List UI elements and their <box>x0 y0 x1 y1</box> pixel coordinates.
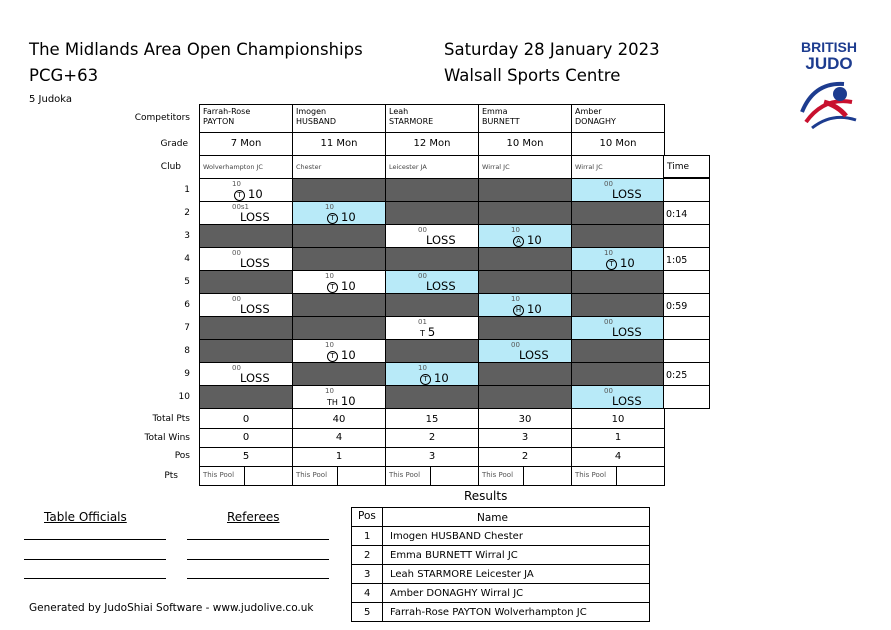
bout-score: 10 <box>232 180 241 188</box>
results-name-cell <box>382 545 650 565</box>
total-points: 0 <box>242 414 250 425</box>
bout-result <box>426 233 456 247</box>
results-name-cell <box>382 526 650 546</box>
bout-result <box>234 187 263 201</box>
results-name: Farrah-Rose PAYTON Wolverhampton JC <box>390 607 587 618</box>
bout-result <box>327 394 356 408</box>
bout-time-cell <box>663 339 710 363</box>
technique-icon: T <box>327 351 338 362</box>
bout-result-value: LOSS <box>240 371 270 385</box>
competitor-name-cell <box>292 104 386 133</box>
total-points-cell <box>199 408 293 429</box>
footer-credit: Generated by JudoShiai Software - www.judolive.co.uk <box>29 602 314 614</box>
results-name-cell <box>382 602 650 622</box>
results-pos: 2 <box>364 550 371 561</box>
bout-result-value: LOSS <box>612 187 642 201</box>
total-wins: 4 <box>335 432 343 443</box>
results-pos: 3 <box>364 569 371 580</box>
empty-bout-cell <box>385 201 479 225</box>
loss-result-cell[interactable] <box>199 362 293 386</box>
empty-bout-cell <box>478 385 572 409</box>
bout-result <box>513 302 542 316</box>
loss-result-cell[interactable] <box>478 339 572 363</box>
win-result-cell[interactable] <box>292 385 386 409</box>
results-pos-cell <box>351 526 383 546</box>
bout-result-value: 10 <box>341 210 356 224</box>
win-result-cell[interactable] <box>478 224 572 248</box>
bout-score: 10 <box>511 295 520 303</box>
bout-score: 10 <box>418 364 427 372</box>
bout-result-value: 10 <box>434 371 449 385</box>
results-title: Results <box>464 489 508 503</box>
empty-bout-cell <box>385 385 479 409</box>
total-points-cell <box>385 408 479 429</box>
empty-bout-cell <box>199 224 293 248</box>
loss-result-cell[interactable] <box>385 224 479 248</box>
event-date: Saturday 28 January 2023 <box>444 40 660 59</box>
bout-result <box>327 279 356 293</box>
empty-bout-cell <box>199 385 293 409</box>
total-wins: 3 <box>521 432 529 443</box>
win-result-cell[interactable] <box>385 316 479 340</box>
bout-result <box>240 210 270 224</box>
total-wins-cell <box>571 428 665 448</box>
competitor-first-name: Amber <box>575 107 602 116</box>
win-result-cell[interactable] <box>292 270 386 294</box>
bout-result-value: 5 <box>427 325 436 339</box>
grade-cell <box>292 132 386 156</box>
total-wins: 0 <box>242 432 250 443</box>
bout-result-value: LOSS <box>426 233 456 247</box>
bout-score: 00 <box>232 295 241 303</box>
results-pos-cell <box>351 583 383 603</box>
empty-bout-cell <box>385 293 479 317</box>
empty-bout-cell <box>571 224 665 248</box>
competitor-club: Wolverhampton JC <box>203 163 263 171</box>
pool-points-cell <box>385 466 431 486</box>
grade-label: Grade <box>160 139 188 149</box>
results-name-cell <box>382 583 650 603</box>
total-points: 30 <box>518 414 532 425</box>
bout-result-value: LOSS <box>519 348 549 362</box>
bout-score: 00 <box>232 364 241 372</box>
bout-score: 00 <box>604 318 613 326</box>
results-name: Imogen HUSBAND Chester <box>390 531 523 542</box>
technique-icon: T <box>420 329 425 338</box>
competitor-grade: 11 Mon <box>320 138 358 149</box>
competitor-first-name: Farrah-Rose <box>203 107 251 116</box>
bout-result-value: 10 <box>341 348 356 362</box>
bout-score: 00 <box>418 272 427 280</box>
bout-score: 00 <box>511 341 520 349</box>
bout-score: 10 <box>325 387 334 395</box>
judo-figure-icon <box>794 72 864 132</box>
bout-number: 3 <box>184 231 190 241</box>
bout-time: 0:25 <box>666 370 688 381</box>
results-name-header-cell <box>382 507 650 527</box>
empty-bout-cell <box>571 270 665 294</box>
total-wins: 1 <box>614 432 622 443</box>
bout-result-value: 10 <box>620 256 635 270</box>
competitor-name <box>389 107 433 126</box>
this-pool-label: This Pool <box>575 471 607 479</box>
loss-result-cell[interactable] <box>199 201 293 225</box>
bout-result <box>612 325 642 339</box>
results-pos: 5 <box>364 607 371 618</box>
position: 5 <box>242 451 250 462</box>
official-signature-line[interactable] <box>24 559 166 560</box>
table-officials-label: Table Officials <box>44 510 127 524</box>
bout-result <box>327 348 356 362</box>
technique-icon: TH <box>327 398 338 407</box>
bout-time: 1:05 <box>666 255 688 266</box>
club-cell <box>571 155 665 179</box>
pool-points-value-cell[interactable] <box>523 466 572 486</box>
competitor-last-name: HUSBAND <box>296 116 337 126</box>
technique-icon: T <box>420 374 431 385</box>
pool-points-cell <box>292 466 338 486</box>
position-cell <box>292 447 386 467</box>
total-points: 15 <box>425 414 439 425</box>
bout-score: 10 <box>511 226 520 234</box>
bout-score: 00s1 <box>232 203 250 211</box>
technique-icon: T <box>606 259 617 270</box>
technique-icon: T <box>327 213 338 224</box>
competitor-club: Wirral JC <box>575 163 603 171</box>
bout-number: 1 <box>184 185 190 195</box>
bout-result-value: 10 <box>527 233 542 247</box>
bout-result-value: LOSS <box>426 279 456 293</box>
empty-bout-cell <box>571 201 665 225</box>
competitor-club: Leicester JA <box>389 163 427 171</box>
competitor-last-name: BURNETT <box>482 116 520 126</box>
bout-result <box>240 302 270 316</box>
event-venue: Walsall Sports Centre <box>444 66 621 85</box>
bout-time: 0:14 <box>666 209 688 220</box>
total-points-cell <box>478 408 572 429</box>
empty-bout-cell <box>571 339 665 363</box>
pool-points-value-cell[interactable] <box>337 466 386 486</box>
results-name: Emma BURNETT Wirral JC <box>390 550 518 561</box>
bout-time-cell <box>663 224 710 248</box>
results-name: Leah STARMORE Leicester JA <box>390 569 534 580</box>
results-pos-header: Pos <box>358 510 376 522</box>
category-label: PCG+63 <box>29 66 99 85</box>
position: 4 <box>614 451 622 462</box>
bout-result <box>606 256 635 270</box>
bout-result <box>327 210 356 224</box>
this-pool-label: This Pool <box>482 471 514 479</box>
empty-bout-cell <box>385 178 479 202</box>
results-pos-header-cell <box>351 507 383 527</box>
bout-number: 10 <box>178 392 190 402</box>
bout-number: 6 <box>184 300 190 310</box>
loss-result-cell[interactable] <box>385 270 479 294</box>
results-pos-cell <box>351 545 383 565</box>
bout-score: 10 <box>604 249 613 257</box>
empty-bout-cell <box>478 270 572 294</box>
bout-result-value: 10 <box>527 302 542 316</box>
bout-number: 4 <box>184 254 190 264</box>
this-pool-label: This Pool <box>389 471 421 479</box>
loss-result-cell[interactable] <box>571 178 665 202</box>
empty-bout-cell <box>478 316 572 340</box>
grade-cell <box>385 132 479 156</box>
pool-points-value-cell[interactable] <box>244 466 293 486</box>
loss-result-cell[interactable] <box>571 316 665 340</box>
position: 3 <box>428 451 436 462</box>
pool-points-cell <box>571 466 617 486</box>
competitor-name-cell <box>478 104 572 133</box>
competitor-grade: 12 Mon <box>413 138 451 149</box>
empty-bout-cell <box>199 270 293 294</box>
bout-result-value: LOSS <box>240 302 270 316</box>
time-header-cell <box>663 155 710 178</box>
this-pool-label: This Pool <box>203 471 235 479</box>
position-cell <box>478 447 572 467</box>
bout-time-cell <box>663 293 710 317</box>
empty-bout-cell <box>571 362 665 386</box>
empty-bout-cell <box>292 247 386 271</box>
bout-number: 7 <box>184 323 190 333</box>
bout-number: 2 <box>184 208 190 218</box>
bout-result <box>612 394 642 408</box>
official-signature-line[interactable] <box>24 578 166 579</box>
grade-cell <box>199 132 293 156</box>
bout-result-value: LOSS <box>612 394 642 408</box>
win-result-cell[interactable] <box>385 362 479 386</box>
competitor-name <box>575 107 616 126</box>
empty-bout-cell <box>385 247 479 271</box>
competitor-grade: 10 Mon <box>599 138 637 149</box>
bout-number: 5 <box>184 277 190 287</box>
loss-result-cell[interactable] <box>571 385 665 409</box>
competitor-last-name: PAYTON <box>203 116 235 126</box>
bout-result <box>420 325 435 339</box>
win-result-cell[interactable] <box>292 339 386 363</box>
position-cell <box>199 447 293 467</box>
win-result-cell[interactable] <box>199 178 293 202</box>
total-pts-label: Total Pts <box>152 414 190 424</box>
total-wins-cell <box>199 428 293 448</box>
referee-signature-line[interactable] <box>187 559 329 560</box>
competitor-grade: 7 Mon <box>230 138 262 149</box>
grade-cell <box>478 132 572 156</box>
results-pos: 4 <box>364 588 371 599</box>
pos-label: Pos <box>174 451 190 461</box>
technique-icon: A <box>513 236 524 247</box>
competitor-name <box>203 107 250 126</box>
bout-time-cell <box>663 178 710 202</box>
club-cell <box>478 155 572 179</box>
technique-icon: T <box>327 282 338 293</box>
competitor-first-name: Leah <box>389 107 409 116</box>
bout-result-value: LOSS <box>612 325 642 339</box>
logo-text-top: BRITISH <box>801 39 857 55</box>
official-signature-line[interactable] <box>24 539 166 540</box>
empty-bout-cell <box>292 316 386 340</box>
club-cell <box>385 155 479 179</box>
competitor-last-name: STARMORE <box>389 116 434 126</box>
grade-cell <box>571 132 665 156</box>
competitors-label: Competitors <box>134 113 190 123</box>
bout-score: 00 <box>418 226 427 234</box>
empty-bout-cell <box>292 178 386 202</box>
position: 2 <box>521 451 529 462</box>
competitor-first-name: Emma <box>482 107 508 116</box>
competitor-name <box>296 107 336 126</box>
empty-bout-cell <box>478 178 572 202</box>
total-wins-cell <box>292 428 386 448</box>
bout-time-cell <box>663 201 710 225</box>
bout-score: 00 <box>604 180 613 188</box>
technique-icon: T <box>234 190 245 201</box>
bout-time-cell <box>663 270 710 294</box>
win-result-cell[interactable] <box>571 247 665 271</box>
bout-result-value: LOSS <box>240 210 270 224</box>
pool-points-value-cell[interactable] <box>616 466 665 486</box>
bout-result <box>519 348 549 362</box>
bout-result <box>513 233 542 247</box>
bout-time-cell <box>663 362 710 386</box>
bout-time-cell <box>663 316 710 340</box>
technique-icon: H <box>513 305 524 316</box>
referee-signature-line[interactable] <box>187 539 329 540</box>
competitor-club: Chester <box>296 163 322 171</box>
bout-result-value: 10 <box>341 279 356 293</box>
this-pool-label: This Pool <box>296 471 328 479</box>
position-cell <box>571 447 665 467</box>
bout-number: 9 <box>184 369 190 379</box>
results-name: Amber DONAGHY Wirral JC <box>390 588 524 599</box>
competitor-grade: 10 Mon <box>506 138 544 149</box>
bout-result <box>420 371 449 385</box>
club-cell <box>292 155 386 179</box>
competitor-first-name: Imogen <box>296 107 327 116</box>
bout-result <box>240 256 270 270</box>
club-cell <box>199 155 293 179</box>
empty-bout-cell <box>478 362 572 386</box>
pool-points-cell <box>478 466 524 486</box>
club-label: Club <box>160 162 181 172</box>
total-wins-cell <box>385 428 479 448</box>
position: 1 <box>335 451 343 462</box>
bout-result <box>240 371 270 385</box>
referees-label: Referees <box>227 510 280 524</box>
bout-time: 0:59 <box>666 301 688 312</box>
competitor-club: Wirral JC <box>482 163 510 171</box>
bout-score: 10 <box>325 341 334 349</box>
win-result-cell[interactable] <box>292 201 386 225</box>
results-name-cell <box>382 564 650 584</box>
time-header: Time <box>667 162 690 172</box>
bout-result <box>612 187 642 201</box>
total-wins: 2 <box>428 432 436 443</box>
judoka-count: 5 Judoka <box>29 94 73 105</box>
bout-score: 01 <box>418 318 427 326</box>
position-cell <box>385 447 479 467</box>
empty-bout-cell <box>478 201 572 225</box>
bout-number: 8 <box>184 346 190 356</box>
bout-result-value: 10 <box>248 187 263 201</box>
total-wins-label: Total Wins <box>144 433 190 443</box>
bout-score: 10 <box>325 272 334 280</box>
empty-bout-cell <box>292 293 386 317</box>
bout-score: 00 <box>604 387 613 395</box>
total-points: 10 <box>611 414 625 425</box>
competitor-name-cell <box>571 104 665 133</box>
bout-score: 00 <box>232 249 241 257</box>
bout-result <box>426 279 456 293</box>
logo-text-bottom: JUDO <box>805 54 853 73</box>
competitor-name <box>482 107 520 126</box>
empty-bout-cell <box>292 224 386 248</box>
empty-bout-cell <box>571 293 665 317</box>
bout-time-cell <box>663 385 710 409</box>
total-points-cell <box>292 408 386 429</box>
tournament-title: The Midlands Area Open Championships <box>29 40 363 59</box>
pool-points-value-cell[interactable] <box>430 466 479 486</box>
results-name-header: Name <box>477 512 508 524</box>
total-wins-cell <box>478 428 572 448</box>
referee-signature-line[interactable] <box>187 578 329 579</box>
results-pos-cell <box>351 564 383 584</box>
loss-result-cell[interactable] <box>199 247 293 271</box>
empty-bout-cell <box>199 316 293 340</box>
bout-time-cell <box>663 247 710 271</box>
competitor-last-name: DONAGHY <box>575 116 616 126</box>
win-result-cell[interactable] <box>478 293 572 317</box>
empty-bout-cell <box>385 339 479 363</box>
bout-result-value: 10 <box>340 394 356 408</box>
competitor-name-cell <box>385 104 479 133</box>
results-pos: 1 <box>364 531 371 542</box>
competitor-name-cell <box>199 104 293 133</box>
empty-bout-cell <box>292 362 386 386</box>
total-points: 40 <box>332 414 346 425</box>
empty-bout-cell <box>478 247 572 271</box>
bout-result-value: LOSS <box>240 256 270 270</box>
bout-score: 10 <box>325 203 334 211</box>
loss-result-cell[interactable] <box>199 293 293 317</box>
results-pos-cell <box>351 602 383 622</box>
total-points-cell <box>571 408 665 429</box>
pool-points-cell <box>199 466 245 486</box>
pts-label: Pts <box>164 471 178 481</box>
empty-bout-cell <box>199 339 293 363</box>
british-judo-logo <box>794 40 864 136</box>
